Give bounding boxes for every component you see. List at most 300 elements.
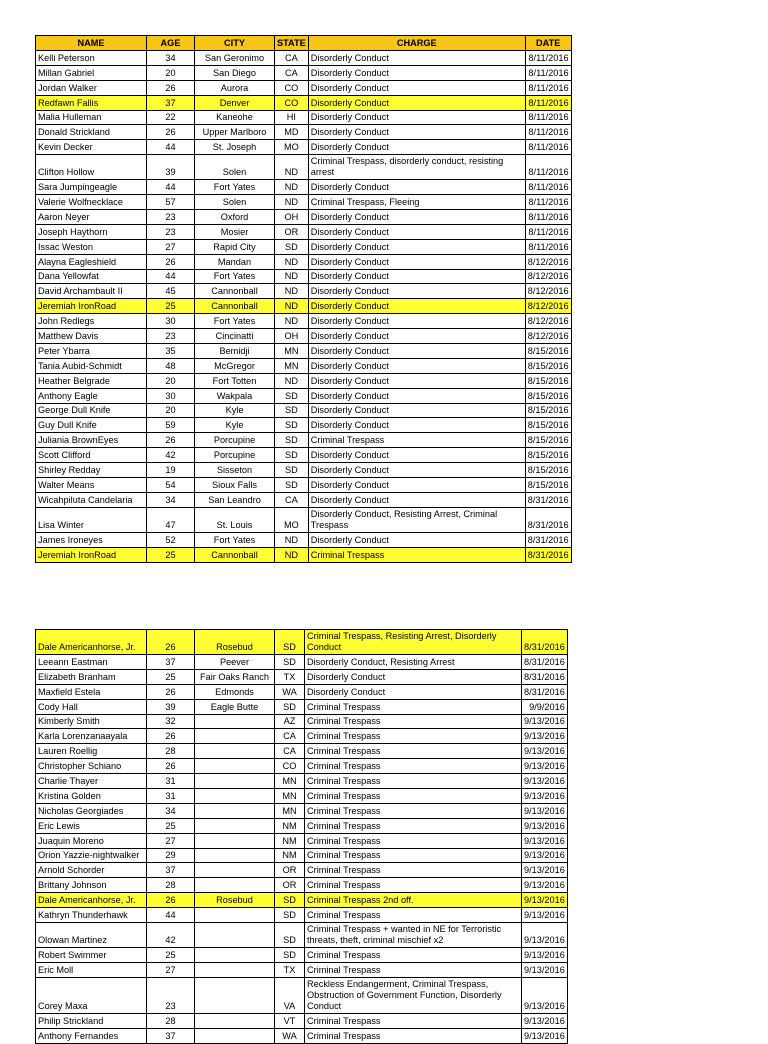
cell-age: 39 xyxy=(147,699,195,714)
cell-city: Eagle Butte xyxy=(195,699,275,714)
cell-date: 9/13/2016 xyxy=(522,893,568,908)
cell-state: NM xyxy=(275,818,305,833)
cell-date: 8/15/2016 xyxy=(525,448,571,463)
cell-age: 28 xyxy=(147,878,195,893)
cell-date: 9/9/2016 xyxy=(522,699,568,714)
cell-charge: Criminal Trespass, Fleeing xyxy=(308,195,525,210)
cell-name: Tania Aubid-Schmidt xyxy=(36,358,147,373)
cell-date: 8/11/2016 xyxy=(525,125,571,140)
cell-charge: Disorderly Conduct xyxy=(308,110,525,125)
cell-state: SD xyxy=(275,403,309,418)
cell-city: Sioux Falls xyxy=(195,478,275,493)
cell-age: 20 xyxy=(147,65,195,80)
table-row xyxy=(36,448,572,463)
cell-state: CO xyxy=(275,80,309,95)
cell-state: CA xyxy=(275,65,309,80)
cell-charge: Disorderly Conduct xyxy=(308,269,525,284)
cell-age: 34 xyxy=(147,492,195,507)
cell-city: Fort Totten xyxy=(195,373,275,388)
table-row xyxy=(36,478,572,493)
cell-date: 9/13/2016 xyxy=(522,744,568,759)
cell-name: Clifton Hollow xyxy=(36,155,147,180)
cell-age: 25 xyxy=(147,948,195,963)
cell-age: 30 xyxy=(147,314,195,329)
table-row xyxy=(36,65,572,80)
cell-age: 26 xyxy=(147,433,195,448)
header-city: CITY xyxy=(195,36,275,51)
table-row xyxy=(36,744,568,759)
cell-date: 8/11/2016 xyxy=(525,210,571,225)
cell-city: St. Louis xyxy=(195,507,275,532)
cell-state: CO xyxy=(275,759,305,774)
table-row xyxy=(36,433,572,448)
cell-age: 29 xyxy=(147,848,195,863)
cell-name: Juliania BrownEyes xyxy=(36,433,147,448)
cell-city: Aurora xyxy=(195,80,275,95)
cell-date: 9/13/2016 xyxy=(522,774,568,789)
cell-age: 26 xyxy=(147,759,195,774)
cell-city xyxy=(195,923,275,948)
cell-city xyxy=(195,833,275,848)
cell-name: David Archambault II xyxy=(36,284,147,299)
cell-city: Porcupine xyxy=(195,448,275,463)
cell-name: Issac Weston xyxy=(36,239,147,254)
table-row xyxy=(36,848,568,863)
table-row xyxy=(36,863,568,878)
cell-city: Cannonball xyxy=(195,299,275,314)
cell-charge: Disorderly Conduct xyxy=(308,80,525,95)
cell-charge: Disorderly Conduct, Resisting Arrest xyxy=(305,655,522,670)
cell-name: Valerie Wolfnecklace xyxy=(36,195,147,210)
cell-state: ND xyxy=(275,254,309,269)
cell-date: 8/11/2016 xyxy=(525,80,571,95)
cell-city xyxy=(195,729,275,744)
cell-age: 48 xyxy=(147,358,195,373)
cell-age: 27 xyxy=(147,833,195,848)
cell-charge: Criminal Trespass xyxy=(305,878,522,893)
cell-charge: Criminal Trespass xyxy=(305,1013,522,1028)
cell-city: Fort Yates xyxy=(195,314,275,329)
cell-age: 19 xyxy=(147,463,195,478)
cell-city: Fort Yates xyxy=(195,180,275,195)
cell-date: 9/13/2016 xyxy=(522,863,568,878)
cell-name: Heather Belgrade xyxy=(36,373,147,388)
header-name: NAME xyxy=(36,36,147,51)
cell-state: ND xyxy=(275,155,309,180)
cell-name: Kimberly Smith xyxy=(36,714,147,729)
cell-age: 37 xyxy=(147,95,195,110)
cell-charge: Disorderly Conduct xyxy=(308,210,525,225)
cell-charge: Disorderly Conduct xyxy=(308,125,525,140)
cell-date: 8/12/2016 xyxy=(525,254,571,269)
cell-city xyxy=(195,878,275,893)
cell-state: MN xyxy=(275,803,305,818)
cell-city xyxy=(195,759,275,774)
cell-name: Walter Means xyxy=(36,478,147,493)
cell-state: SD xyxy=(275,908,305,923)
cell-age: 25 xyxy=(147,818,195,833)
cell-name: Scott Clifford xyxy=(36,448,147,463)
cell-state: ND xyxy=(275,314,309,329)
cell-charge: Criminal Trespass xyxy=(305,744,522,759)
cell-name: Dana Yellowfat xyxy=(36,269,147,284)
cell-state: NM xyxy=(275,848,305,863)
cell-state: OR xyxy=(275,224,309,239)
cell-charge: Criminal Trespass, Resisting Arrest, Disorderly Conduct xyxy=(305,630,522,655)
cell-state: SD xyxy=(275,948,305,963)
cell-state: MO xyxy=(275,507,309,532)
cell-city: Cannonball xyxy=(195,547,275,562)
cell-state: CA xyxy=(275,51,309,66)
cell-charge: Criminal Trespass xyxy=(305,774,522,789)
cell-state: CA xyxy=(275,729,305,744)
table-row xyxy=(36,95,572,110)
cell-age: 37 xyxy=(147,863,195,878)
cell-charge: Disorderly Conduct xyxy=(308,95,525,110)
cell-date: 8/15/2016 xyxy=(525,463,571,478)
table-row xyxy=(36,759,568,774)
cell-city: Solen xyxy=(195,195,275,210)
cell-state: ND xyxy=(275,547,309,562)
cell-date: 8/31/2016 xyxy=(522,684,568,699)
cell-name: Kristina Golden xyxy=(36,789,147,804)
cell-city xyxy=(195,863,275,878)
cell-age: 45 xyxy=(147,284,195,299)
cell-state: TX xyxy=(275,669,305,684)
cell-date: 9/13/2016 xyxy=(522,908,568,923)
cell-city: Porcupine xyxy=(195,433,275,448)
table-row xyxy=(36,803,568,818)
cell-name: Dale Americanhorse, Jr. xyxy=(36,630,147,655)
cell-charge: Disorderly Conduct xyxy=(308,51,525,66)
cell-state: SD xyxy=(275,478,309,493)
cell-charge: Criminal Trespass xyxy=(305,848,522,863)
cell-name: Wicahpiluta Candelaria xyxy=(36,492,147,507)
table-row xyxy=(36,269,572,284)
cell-state: CO xyxy=(275,95,309,110)
cell-city xyxy=(195,848,275,863)
cell-date: 9/13/2016 xyxy=(522,923,568,948)
cell-charge: Criminal Trespass xyxy=(305,863,522,878)
cell-name: Alayna Eagleshield xyxy=(36,254,147,269)
cell-charge: Criminal Trespass 2nd off. xyxy=(305,893,522,908)
table-row xyxy=(36,140,572,155)
table-row xyxy=(36,110,572,125)
cell-state: SD xyxy=(275,418,309,433)
cell-date: 8/31/2016 xyxy=(525,492,571,507)
cell-charge: Disorderly Conduct xyxy=(308,284,525,299)
cell-city: Wakpala xyxy=(195,388,275,403)
table-row xyxy=(36,373,572,388)
table-row xyxy=(36,195,572,210)
cell-city: Peever xyxy=(195,655,275,670)
cell-city: Solen xyxy=(195,155,275,180)
cell-charge: Criminal Trespass xyxy=(305,789,522,804)
cell-state: SD xyxy=(275,388,309,403)
table-row xyxy=(36,358,572,373)
cell-date: 9/13/2016 xyxy=(522,1013,568,1028)
cell-state: AZ xyxy=(275,714,305,729)
cell-charge: Criminal Trespass xyxy=(305,833,522,848)
table-row xyxy=(36,125,572,140)
cell-date: 8/15/2016 xyxy=(525,433,571,448)
header-row xyxy=(36,36,572,51)
cell-date: 9/13/2016 xyxy=(522,714,568,729)
table-row xyxy=(36,507,572,532)
cell-age: 25 xyxy=(147,547,195,562)
cell-date: 8/31/2016 xyxy=(525,547,571,562)
cell-city xyxy=(195,714,275,729)
table-row xyxy=(36,403,572,418)
cell-date: 8/31/2016 xyxy=(525,507,571,532)
cell-state: OR xyxy=(275,863,305,878)
cell-date: 8/11/2016 xyxy=(525,180,571,195)
cell-age: 26 xyxy=(147,630,195,655)
cell-city xyxy=(195,977,275,1013)
cell-charge: Disorderly Conduct xyxy=(308,329,525,344)
cell-state: SD xyxy=(275,630,305,655)
cell-name: Kelli Peterson xyxy=(36,51,147,66)
cell-name: Christopher Schiano xyxy=(36,759,147,774)
cell-date: 9/13/2016 xyxy=(522,878,568,893)
cell-charge: Disorderly Conduct xyxy=(308,358,525,373)
table-row xyxy=(36,948,568,963)
cell-city xyxy=(195,818,275,833)
cell-date: 9/13/2016 xyxy=(522,818,568,833)
cell-name: Olowan Martinez xyxy=(36,923,147,948)
cell-city: Sisseton xyxy=(195,463,275,478)
cell-name: Anthony Fernandes xyxy=(36,1028,147,1043)
cell-charge: Disorderly Conduct, Resisting Arrest, Criminal Trespass xyxy=(308,507,525,532)
cell-state: SD xyxy=(275,239,309,254)
cell-age: 26 xyxy=(147,684,195,699)
cell-name: Juaquin Moreno xyxy=(36,833,147,848)
cell-name: George Dull Knife xyxy=(36,403,147,418)
cell-name: James Ironeyes xyxy=(36,532,147,547)
cell-date: 8/15/2016 xyxy=(525,344,571,359)
cell-date: 8/11/2016 xyxy=(525,195,571,210)
cell-state: TX xyxy=(275,962,305,977)
cell-city: Upper Marlboro xyxy=(195,125,275,140)
cell-city: Oxford xyxy=(195,210,275,225)
table-row xyxy=(36,80,572,95)
arrest-table-2 xyxy=(35,629,568,1044)
cell-name: Corey Maxa xyxy=(36,977,147,1013)
cell-name: Jordan Walker xyxy=(36,80,147,95)
cell-state: CA xyxy=(275,492,309,507)
cell-date: 8/12/2016 xyxy=(525,314,571,329)
cell-state: MD xyxy=(275,125,309,140)
cell-name: Shirley Redday xyxy=(36,463,147,478)
cell-charge: Disorderly Conduct xyxy=(308,180,525,195)
cell-age: 32 xyxy=(147,714,195,729)
cell-charge: Criminal Trespass xyxy=(305,962,522,977)
cell-charge: Disorderly Conduct xyxy=(308,448,525,463)
table-row xyxy=(36,699,568,714)
cell-name: Matthew Davis xyxy=(36,329,147,344)
cell-name: Dale Americanhorse, Jr. xyxy=(36,893,147,908)
cell-city: Bemidji xyxy=(195,344,275,359)
cell-city: Fort Yates xyxy=(195,532,275,547)
cell-date: 8/31/2016 xyxy=(522,669,568,684)
cell-age: 52 xyxy=(147,532,195,547)
cell-age: 42 xyxy=(147,448,195,463)
cell-age: 44 xyxy=(147,269,195,284)
cell-age: 54 xyxy=(147,478,195,493)
cell-city xyxy=(195,774,275,789)
header-date: DATE xyxy=(525,36,571,51)
table-row xyxy=(36,789,568,804)
cell-city: Cannonball xyxy=(195,284,275,299)
cell-date: 8/15/2016 xyxy=(525,403,571,418)
cell-age: 42 xyxy=(147,923,195,948)
table-row xyxy=(36,962,568,977)
cell-date: 8/31/2016 xyxy=(522,630,568,655)
cell-charge: Criminal Trespass xyxy=(305,729,522,744)
table-row xyxy=(36,224,572,239)
arrest-table-1 xyxy=(35,35,572,563)
cell-charge: Disorderly Conduct xyxy=(308,373,525,388)
cell-date: 9/13/2016 xyxy=(522,789,568,804)
cell-charge: Disorderly Conduct xyxy=(308,403,525,418)
cell-name: Redfawn Fallis xyxy=(36,95,147,110)
cell-city: Kaneohe xyxy=(195,110,275,125)
cell-date: 9/13/2016 xyxy=(522,833,568,848)
cell-city xyxy=(195,948,275,963)
cell-city: San Leandro xyxy=(195,492,275,507)
table-row xyxy=(36,51,572,66)
cell-name: Joseph Haythorn xyxy=(36,224,147,239)
cell-age: 35 xyxy=(147,344,195,359)
cell-charge: Criminal Trespass xyxy=(305,759,522,774)
cell-age: 59 xyxy=(147,418,195,433)
table-row xyxy=(36,344,572,359)
cell-city: McGregor xyxy=(195,358,275,373)
cell-age: 44 xyxy=(147,180,195,195)
table-row xyxy=(36,492,572,507)
cell-name: Malia Hulleman xyxy=(36,110,147,125)
cell-date: 9/13/2016 xyxy=(522,848,568,863)
cell-name: Brittany Johnson xyxy=(36,878,147,893)
cell-charge: Disorderly Conduct xyxy=(308,463,525,478)
cell-age: 44 xyxy=(147,908,195,923)
table-row xyxy=(36,1028,568,1043)
cell-name: Maxfield Estela xyxy=(36,684,147,699)
cell-age: 23 xyxy=(147,329,195,344)
cell-state: SD xyxy=(275,923,305,948)
cell-age: 23 xyxy=(147,977,195,1013)
cell-city xyxy=(195,962,275,977)
table-row xyxy=(36,655,568,670)
cell-city: Mosier xyxy=(195,224,275,239)
cell-city: Fort Yates xyxy=(195,269,275,284)
table-row xyxy=(36,180,572,195)
cell-state: MN xyxy=(275,774,305,789)
cell-state: WA xyxy=(275,684,305,699)
cell-age: 37 xyxy=(147,655,195,670)
cell-age: 23 xyxy=(147,210,195,225)
table-row xyxy=(36,908,568,923)
cell-city: Denver xyxy=(195,95,275,110)
cell-age: 25 xyxy=(147,669,195,684)
cell-age: 20 xyxy=(147,403,195,418)
cell-name: Cody Hall xyxy=(36,699,147,714)
cell-state: SD xyxy=(275,893,305,908)
cell-city: Rapid City xyxy=(195,239,275,254)
cell-name: Philip Strickland xyxy=(36,1013,147,1028)
cell-date: 8/11/2016 xyxy=(525,155,571,180)
cell-age: 47 xyxy=(147,507,195,532)
cell-date: 8/11/2016 xyxy=(525,65,571,80)
cell-state: WA xyxy=(275,1028,305,1043)
cell-date: 8/31/2016 xyxy=(522,655,568,670)
cell-date: 8/12/2016 xyxy=(525,284,571,299)
cell-charge: Disorderly Conduct xyxy=(308,239,525,254)
cell-charge: Disorderly Conduct xyxy=(308,299,525,314)
cell-age: 26 xyxy=(147,893,195,908)
cell-city: Edmonds xyxy=(195,684,275,699)
cell-name: Arnold Schorder xyxy=(36,863,147,878)
cell-date: 8/11/2016 xyxy=(525,140,571,155)
cell-name: Donald Strickland xyxy=(36,125,147,140)
cell-charge: Disorderly Conduct xyxy=(308,224,525,239)
table-row xyxy=(36,669,568,684)
cell-charge: Criminal Trespass xyxy=(305,818,522,833)
cell-date: 8/12/2016 xyxy=(525,299,571,314)
cell-age: 26 xyxy=(147,254,195,269)
cell-name: Peter Ybarra xyxy=(36,344,147,359)
cell-name: Sara Jumpingeagle xyxy=(36,180,147,195)
cell-date: 8/11/2016 xyxy=(525,224,571,239)
table-row xyxy=(36,254,572,269)
cell-name: Jeremiah IronRoad xyxy=(36,299,147,314)
cell-charge: Disorderly Conduct xyxy=(305,684,522,699)
cell-name: Elizabeth Branham xyxy=(36,669,147,684)
cell-city: Rosebud xyxy=(195,630,275,655)
cell-date: 9/13/2016 xyxy=(522,759,568,774)
header-age: AGE xyxy=(147,36,195,51)
cell-state: ND xyxy=(275,532,309,547)
cell-age: 39 xyxy=(147,155,195,180)
cell-charge: Disorderly Conduct xyxy=(308,418,525,433)
cell-state: ND xyxy=(275,373,309,388)
cell-name: Eric Lewis xyxy=(36,818,147,833)
cell-name: Robert Swimmer xyxy=(36,948,147,963)
cell-charge: Disorderly Conduct xyxy=(308,140,525,155)
table-row xyxy=(36,630,568,655)
cell-name: Guy Dull Knife xyxy=(36,418,147,433)
table-row xyxy=(36,1013,568,1028)
cell-name: Aaron Neyer xyxy=(36,210,147,225)
cell-age: 57 xyxy=(147,195,195,210)
table-row xyxy=(36,155,572,180)
cell-charge: Criminal Trespass xyxy=(305,803,522,818)
header-state: STATE xyxy=(275,36,309,51)
table-row xyxy=(36,818,568,833)
cell-age: 31 xyxy=(147,774,195,789)
table-row xyxy=(36,532,572,547)
cell-state: OH xyxy=(275,210,309,225)
cell-date: 8/15/2016 xyxy=(525,358,571,373)
cell-date: 8/11/2016 xyxy=(525,110,571,125)
cell-name: Anthony Eagle xyxy=(36,388,147,403)
cell-age: 30 xyxy=(147,388,195,403)
cell-city xyxy=(195,1013,275,1028)
cell-age: 31 xyxy=(147,789,195,804)
cell-name: Kevin Decker xyxy=(36,140,147,155)
cell-charge: Disorderly Conduct xyxy=(308,344,525,359)
table-row xyxy=(36,714,568,729)
